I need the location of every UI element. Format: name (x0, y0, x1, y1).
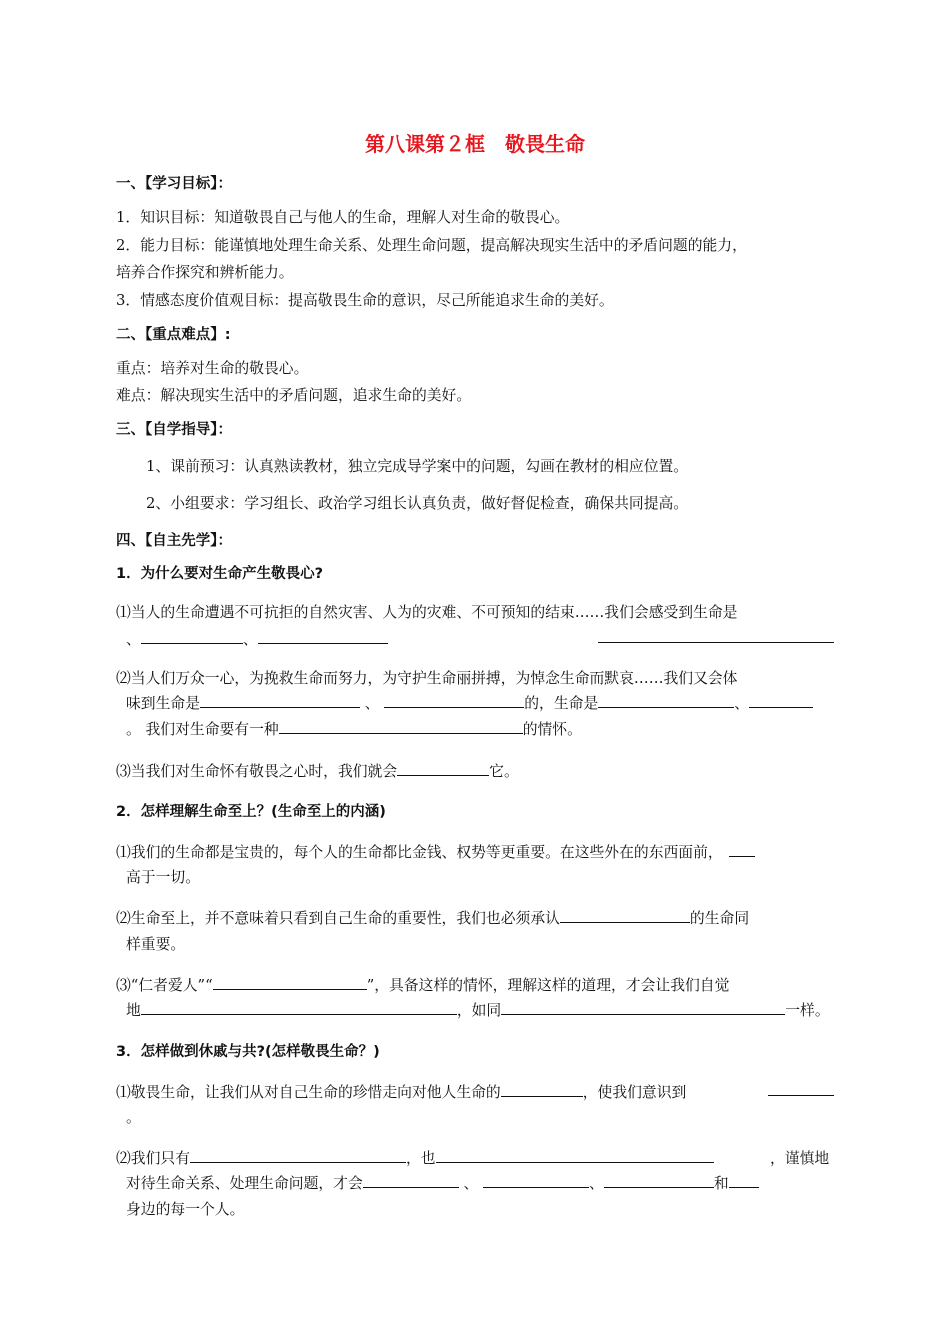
answer-blank[interactable] (598, 693, 734, 708)
goal-attitude: 3．情感态度价值观目标：提高敬畏生命的意识，尽己所能追求生命的美好。 (116, 292, 614, 309)
answer-blank[interactable] (604, 1173, 714, 1188)
q2-p1-line1: ⑴我们的生命都是宝贵的，每个人的生命都比金钱、权势等更重要。在这些外在的东西面前， (116, 841, 755, 862)
section-heading-guide: 三、【自学指导】： (116, 422, 232, 438)
q2-p2-line2: 样重要。 (126, 936, 186, 953)
answer-blank[interactable] (560, 908, 690, 923)
answer-blank[interactable] (141, 629, 243, 644)
guide-preview: 1、课前预习：认真熟读教材，独立完成导学案中的问题，勾画在教材的相应位置。 (146, 458, 689, 475)
q3-p2-line1: ⑵我们只有 ，也 (116, 1147, 714, 1168)
key-point: 重点：培养对生命的敬畏心。 (116, 360, 309, 377)
answer-blank[interactable] (501, 1000, 785, 1015)
answer-blank[interactable] (436, 1148, 714, 1163)
answer-blank[interactable] (363, 1173, 459, 1188)
answer-blank[interactable] (397, 761, 489, 776)
answer-blank[interactable] (200, 693, 360, 708)
section-heading-goals: 一、【学习目标】： (116, 176, 232, 192)
q2-p3-line1: ⑶“仁者爱人”“ ”，具备这样的情怀，理解这样的道理，才会让我们自觉 (116, 977, 730, 994)
section-heading-selfstudy: 四、【自主先学】： (116, 533, 232, 549)
q2-p2-line1: ⑵生命至上，并不意味着只看到自己生命的重要性，我们也必须承认 的生命同 (116, 910, 750, 927)
q1-p1-line2: 、 、 (126, 628, 388, 649)
q3-p1-line1: ⑴敬畏生命，让我们从对自己生命的珍惜走向对他人生命的 ，使我们意识到 (116, 1084, 687, 1101)
answer-blank[interactable] (483, 1173, 589, 1188)
question-1-title: 1．为什么要对生命产生敬畏心? (116, 566, 323, 582)
question-3-title: 3．怎样做到休戚与共?(怎样敬畏生命？) (116, 1044, 380, 1060)
answer-blank[interactable] (213, 975, 367, 990)
q2-p1-line2: 高于一切。 (126, 869, 200, 886)
goal-ability: 2．能力目标：能谨慎地处理生命关系、处理生命问题，提高解决现实生活中的矛盾问题的能力， (116, 237, 747, 254)
answer-blank[interactable] (258, 629, 388, 644)
q1-p1-line1: ⑴当人的生命遭遇不可抗拒的自然灾害、人为的灾难、不可预知的结束……我们会感受到生命是 (116, 604, 738, 621)
goal-ability-cont: 培养合作探究和辨析能力。 (116, 264, 294, 281)
q1-p2-line1: ⑵当人们万众一心，为挽救生命而努力，为守护生命丽拼搏，为悼念生命而默哀……我们又会体 (116, 670, 738, 687)
answer-blank[interactable] (501, 1082, 583, 1097)
answer-blank[interactable] (279, 719, 523, 734)
q1-p2-line2: 味到生命是 、 的，生命是 、 (126, 692, 813, 713)
answer-blank[interactable] (749, 693, 813, 708)
page-title: 第八课第２框 敬畏生命 (365, 132, 585, 156)
q3-p2-line3: 身边的每一个人。 (126, 1201, 245, 1218)
answer-blank[interactable] (598, 628, 834, 643)
guide-group: 2、小组要求：学习组长、政治学习组长认真负责，做好督促检查，确保共同提高。 (146, 495, 689, 512)
answer-blank[interactable] (384, 693, 524, 708)
q2-p3-line2: 地 ，如同 一样。 (126, 1002, 830, 1019)
q1-p2-line3: 。 我们对生命要有一种 的情怀。 (126, 721, 582, 738)
question-2-title: 2．怎样理解生命至上？(生命至上的内涵) (116, 804, 386, 820)
answer-blank[interactable] (190, 1148, 406, 1163)
answer-blank[interactable] (768, 1081, 834, 1096)
q3-p1-line2: 。 (126, 1109, 141, 1126)
answer-blank[interactable] (729, 842, 755, 857)
q3-p2-line1-end: ，谨慎地 (770, 1150, 830, 1167)
q3-p2-line2: 对待生命关系、处理生命问题，才会 、 、 和 (126, 1172, 759, 1193)
goal-knowledge: 1．知识目标：知道敬畏自己与他人的生命，理解人对生命的敬畏心。 (116, 209, 570, 226)
section-heading-keypoints: 二、【重点难点】: (116, 327, 231, 343)
answer-blank[interactable] (729, 1173, 759, 1188)
answer-blank[interactable] (141, 1000, 457, 1015)
difficult-point: 难点：解决现实生活中的矛盾问题，追求生命的美好。 (116, 387, 472, 404)
q1-p3: ⑶当我们对生命怀有敬畏之心时，我们就会 它。 (116, 763, 519, 780)
